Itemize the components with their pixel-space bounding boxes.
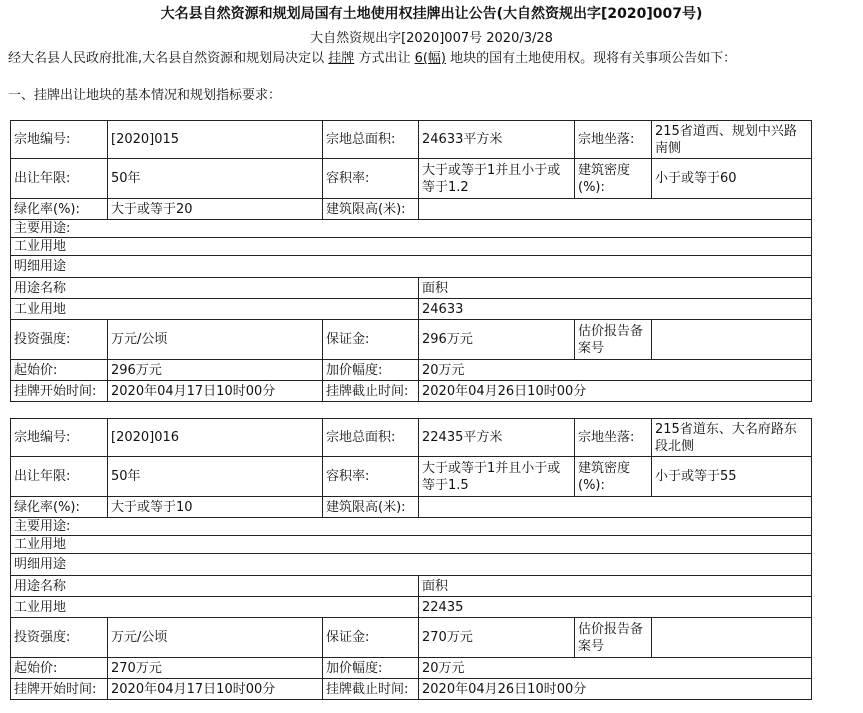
list-end: 2020年04月26日10时00分 [419,381,812,402]
label-height-limit: 建筑限高(米): [323,497,419,518]
label-location: 宗地坐落: [575,121,652,159]
label-parcel-no: 宗地编号: [11,419,108,457]
label-term: 出让年限: [11,159,108,199]
document-number: 大自然资规出字[2020]007号 2020/3/28 [310,31,553,46]
parcel-no: [2020]016 [108,419,323,457]
page-title: 大名县自然资源和规划局国有土地使用权挂牌出让公告(大自然资规出字[2020]007号) [160,6,703,22]
greening: 大于或等于10 [108,497,323,518]
deposit: 270万元 [419,618,575,658]
label-deposit: 保证金: [323,618,419,658]
intro-method: 挂牌 [328,51,355,66]
label-plot-ratio: 容积率: [323,457,419,497]
label-appraisal: 估价报告备案号 [575,320,652,360]
label-increment: 加价幅度: [323,360,419,381]
height-limit [419,497,812,518]
label-appraisal: 估价报告备案号 [575,618,652,658]
intro-prefix: 经大名县人民政府批准,大名县自然资源和规划局决定以 [8,51,325,66]
label-height-limit: 建筑限高(米): [323,199,419,220]
label-area: 面积 [419,576,812,597]
location: 215省道东、大名府路东段北侧 [652,419,812,457]
appraisal [652,320,812,360]
label-deposit: 保证金: [323,320,419,360]
location: 215省道西、规划中兴路南侧 [652,121,812,159]
density: 小于或等于55 [652,457,812,497]
use-name: 工业用地 [11,299,419,320]
label-use-name: 用途名称 [11,278,419,299]
deposit: 296万元 [419,320,575,360]
section-heading: 一、挂牌出让地块的基本情况和规划指标要求： [8,88,282,103]
intro-paragraph [8,47,736,66]
label-main-use: 主要用途: [11,518,812,536]
label-parcel-no: 宗地编号: [11,121,108,159]
label-location: 宗地坐落: [575,419,652,457]
label-greening: 绿化率(%): [11,497,108,518]
height-limit [419,199,812,220]
label-list-start: 挂牌开始时间: [11,679,108,700]
parcel-table-2 [10,418,812,700]
list-start: 2020年04月17日10时00分 [108,679,323,700]
increment: 20万元 [419,360,812,381]
label-term: 出让年限: [11,457,108,497]
main-use: 工业用地 [11,536,812,554]
label-invest: 投资强度: [11,618,108,658]
invest: 万元/公顷 [108,618,323,658]
total-area: 24633平方米 [419,121,575,159]
intro-suffix: 地块的国有土地使用权。现将有关事项公告如下： [450,51,737,66]
label-total-area: 宗地总面积: [323,419,419,457]
label-list-end: 挂牌截止时间: [323,381,419,402]
main-use: 工业用地 [11,238,812,256]
label-total-area: 宗地总面积: [323,121,419,159]
list-start: 2020年04月17日10时00分 [108,381,323,402]
start-price: 296万元 [108,360,323,381]
parcel-table-1 [10,120,812,402]
greening: 大于或等于20 [108,199,323,220]
invest: 万元/公顷 [108,320,323,360]
intro-count: 6(幅) [414,51,447,66]
label-detail-use: 明细用途 [11,256,812,278]
appraisal [652,618,812,658]
use-name: 工业用地 [11,597,419,618]
plot-ratio: 大于或等于1并且小于或等于1.2 [419,159,575,199]
label-increment: 加价幅度: [323,658,419,679]
label-list-end: 挂牌截止时间: [323,679,419,700]
label-plot-ratio: 容积率: [323,159,419,199]
label-list-start: 挂牌开始时间: [11,381,108,402]
label-start-price: 起始价: [11,658,108,679]
plot-ratio: 大于或等于1并且小于或等于1.5 [419,457,575,497]
label-main-use: 主要用途: [11,220,812,238]
area: 22435 [419,597,812,618]
label-density: 建筑密度(%): [575,457,652,497]
parcel-no: [2020]015 [108,121,323,159]
increment: 20万元 [419,658,812,679]
density: 小于或等于60 [652,159,812,199]
total-area: 22435平方米 [419,419,575,457]
start-price: 270万元 [108,658,323,679]
label-greening: 绿化率(%): [11,199,108,220]
intro-mid: 方式出让 [358,51,411,66]
term: 50年 [108,159,323,199]
label-area: 面积 [419,278,812,299]
area: 24633 [419,299,812,320]
label-invest: 投资强度: [11,320,108,360]
label-start-price: 起始价: [11,360,108,381]
label-use-name: 用途名称 [11,576,419,597]
list-end: 2020年04月26日10时00分 [419,679,812,700]
term: 50年 [108,457,323,497]
label-detail-use: 明细用途 [11,554,812,576]
label-density: 建筑密度(%): [575,159,652,199]
